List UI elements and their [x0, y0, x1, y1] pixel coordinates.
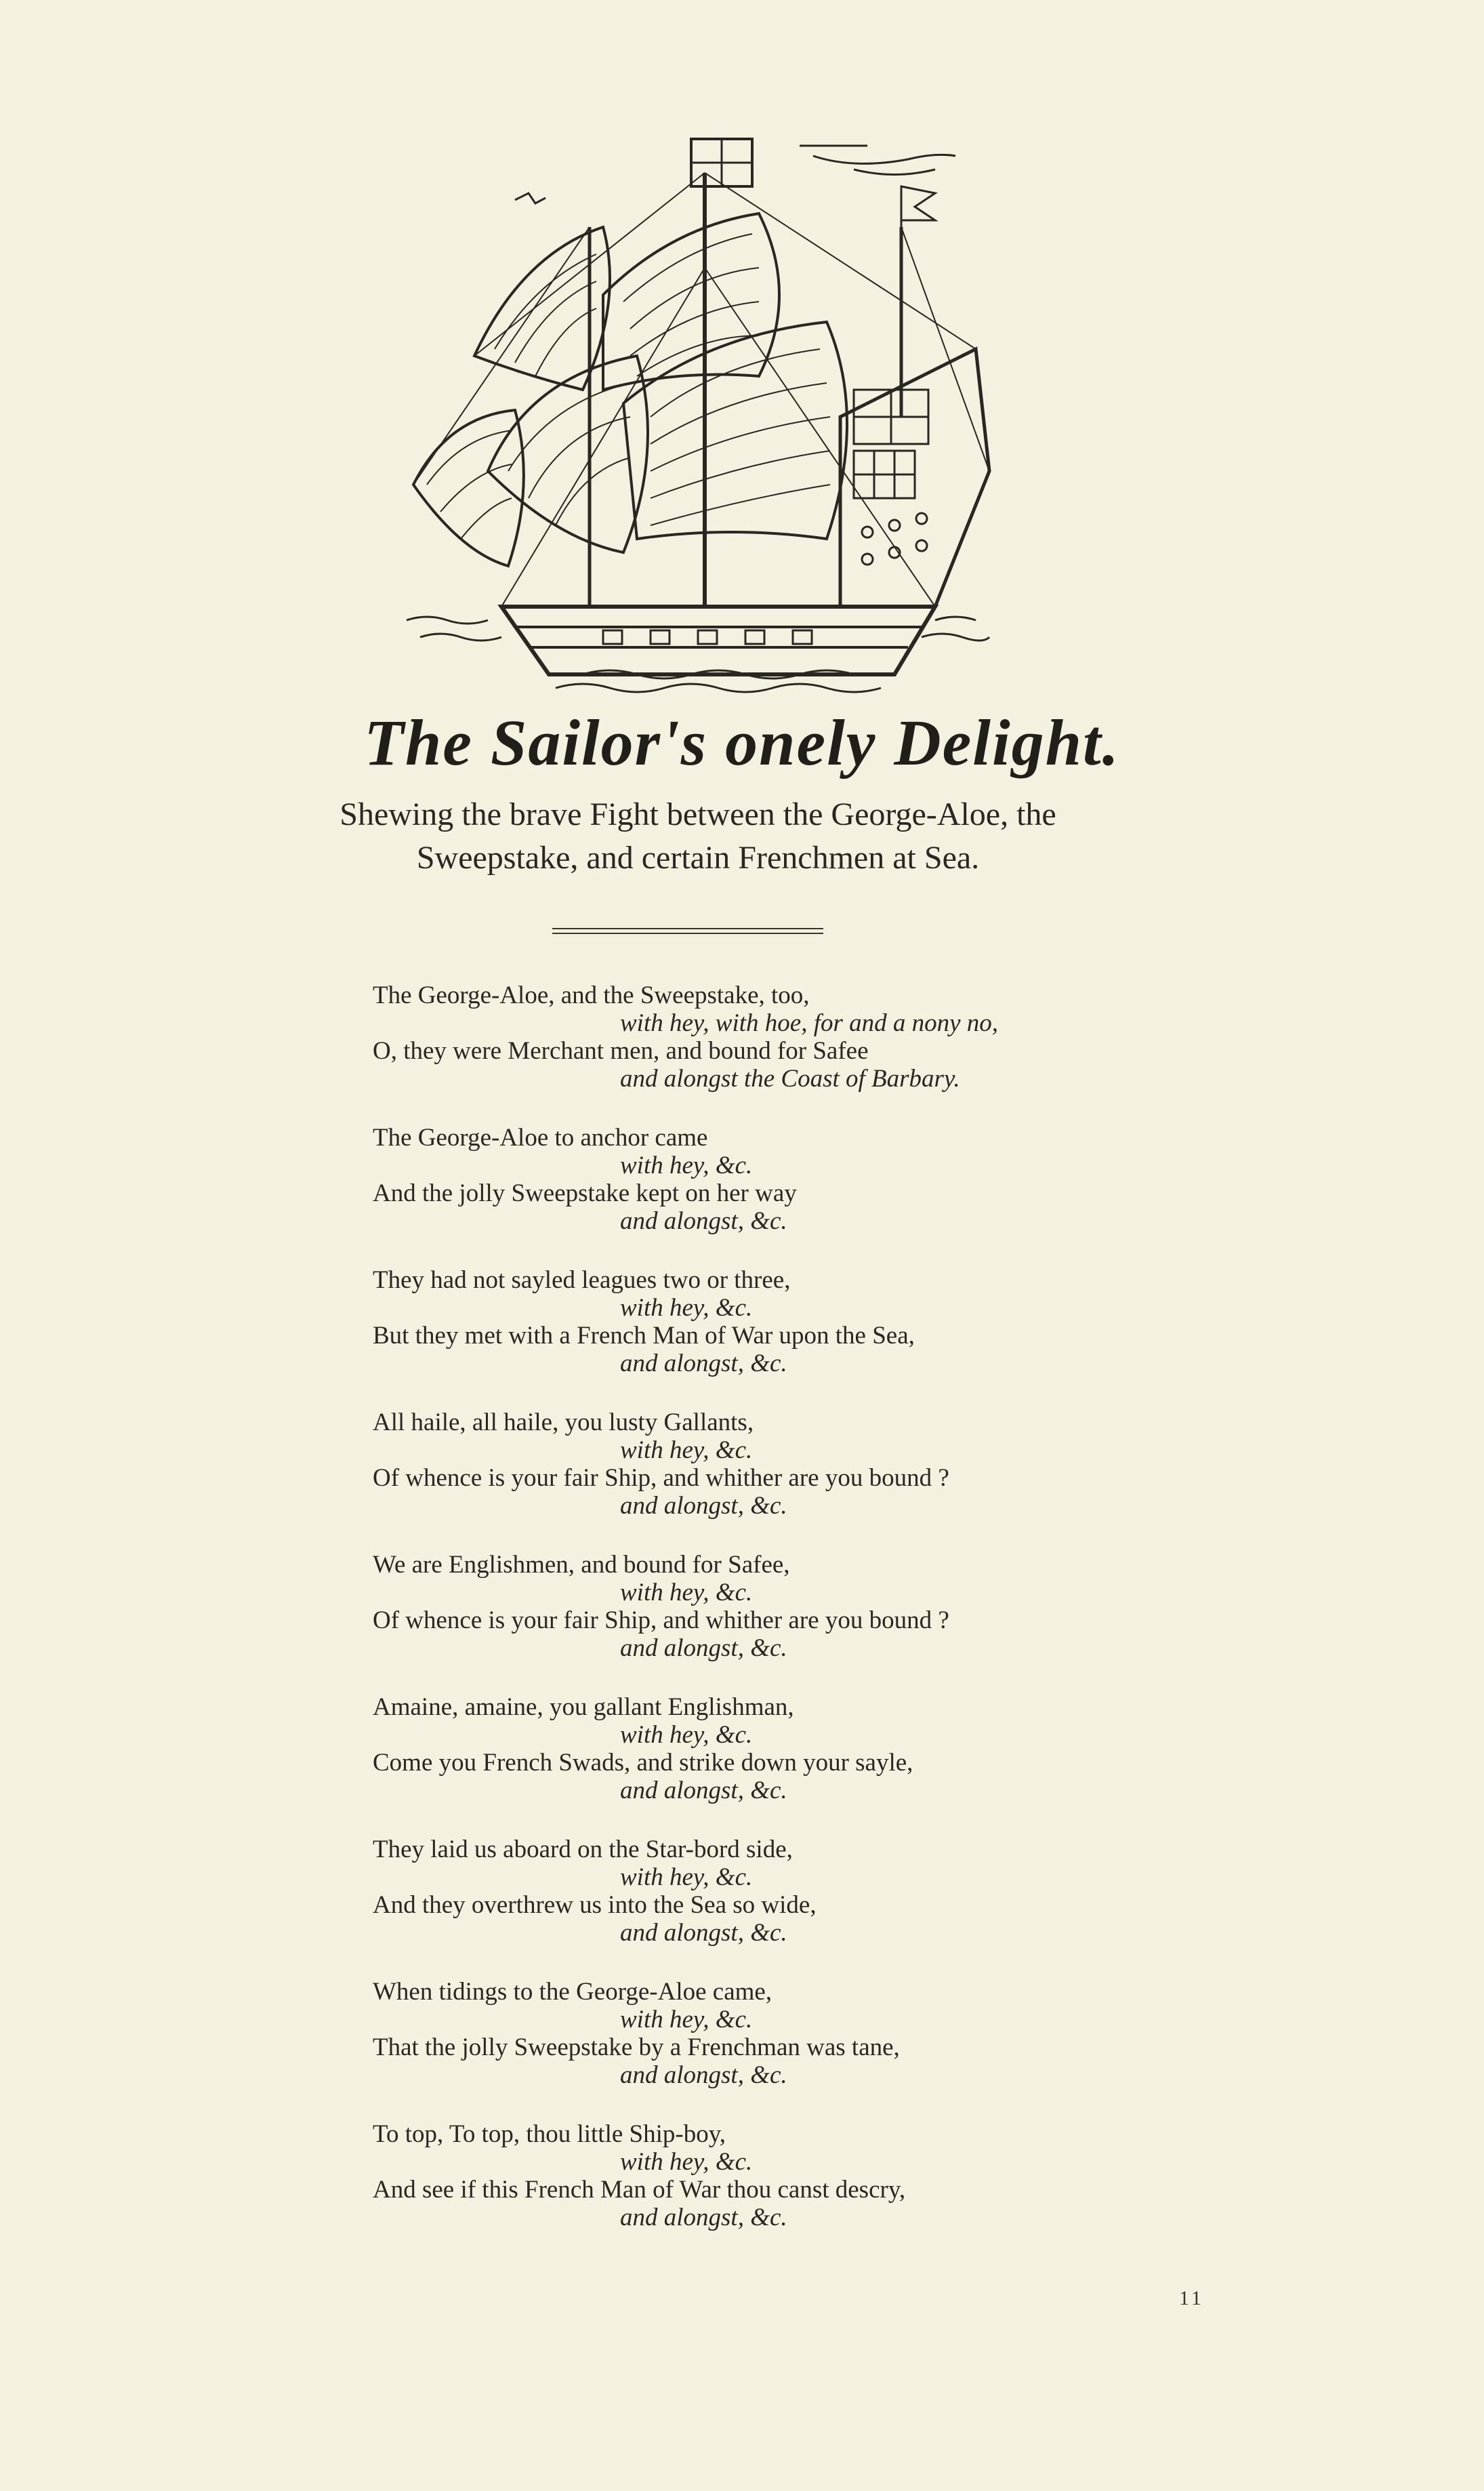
verse-line: The George-Aloe to anchor came — [373, 1124, 708, 1152]
refrain-line: with hey, &c. — [620, 1436, 753, 1464]
verse-line: And they overthrew us into the Sea so wide, — [373, 1891, 817, 1919]
verse-line: Amaine, amaine, you gallant Englishman, — [373, 1693, 794, 1721]
double-rule-divider — [552, 928, 823, 937]
page-subtitle: Shewing the brave Fight between the George-Aloe, the Sweepstake, and certain Frenchmen at Sea. — [339, 796, 1056, 876]
refrain-line: with hey, &c. — [620, 1579, 753, 1606]
stanza — [373, 1693, 1152, 1804]
verse-line: Of whence is your fair Ship, and whither are you bound ? — [373, 1606, 949, 1634]
refrain-line: with hey, &c. — [620, 1863, 753, 1891]
refrain-line: and alongst, &c. — [620, 1919, 787, 1947]
stanza — [373, 2120, 1152, 2231]
verse-line: The George-Aloe, and the Sweepstake, too, — [373, 981, 810, 1009]
stanza — [373, 1551, 1152, 1662]
verse-line: But they met with a French Man of War upon the Sea, — [373, 1322, 915, 1350]
refrain-line: and alongst, &c. — [620, 1207, 787, 1235]
verse-line: Of whence is your fair Ship, and whither are you bound ? — [373, 1464, 949, 1492]
verse-line: All haile, all haile, you lusty Gallants, — [373, 1409, 754, 1436]
refrain-line: and alongst, &c. — [620, 1777, 787, 1804]
verse-line: And the jolly Sweepstake kept on her way — [373, 1179, 797, 1207]
stanza — [373, 1124, 1152, 1235]
refrain-line: with hey, with hoe, for and a nony no, — [620, 1009, 999, 1037]
verse-line: And see if this French Man of War thou canst descry, — [373, 2176, 906, 2204]
verse-line: They laid us aboard on the Star-bord side, — [373, 1836, 793, 1863]
refrain-line: and alongst, &c. — [620, 1634, 787, 1662]
page-title: The Sailor's onely Delight. — [364, 706, 1120, 779]
refrain-line: and alongst, &c. — [620, 2204, 787, 2231]
refrain-line: and alongst the Coast of Barbary. — [620, 1065, 960, 1093]
refrain-line: with hey, &c. — [620, 1721, 753, 1749]
stanza — [373, 1409, 1152, 1520]
stanza — [373, 1266, 1152, 1377]
ballad-verses — [373, 981, 1152, 2263]
refrain-line: and alongst, &c. — [620, 2061, 787, 2089]
verse-line: Come you French Swads, and strike down your sayle, — [373, 1749, 913, 1777]
refrain-line: and alongst, &c. — [620, 1492, 787, 1520]
page-number: 11 — [1179, 2287, 1204, 2309]
stanza — [373, 1978, 1152, 2089]
verse-line: To top, To top, thou little Ship-boy, — [373, 2120, 726, 2148]
refrain-line: with hey, &c. — [620, 1152, 753, 1179]
stanza — [373, 1836, 1152, 1947]
verse-line: When tidings to the George-Aloe came, — [373, 1978, 772, 2006]
verse-line: They had not sayled leagues two or three, — [373, 1266, 791, 1294]
verse-line: That the jolly Sweepstake by a Frenchman was tane, — [373, 2033, 900, 2061]
refrain-line: with hey, &c. — [620, 2006, 753, 2033]
refrain-line: with hey, &c. — [620, 2148, 753, 2176]
refrain-line: with hey, &c. — [620, 1294, 753, 1322]
stanza — [373, 981, 1152, 1093]
verse-line: We are Englishmen, and bound for Safee, — [373, 1551, 790, 1579]
refrain-line: and alongst, &c. — [620, 1350, 787, 1377]
ship-woodcut-icon — [379, 132, 1030, 702]
verse-line: O, they were Merchant men, and bound for Safee — [373, 1037, 869, 1065]
